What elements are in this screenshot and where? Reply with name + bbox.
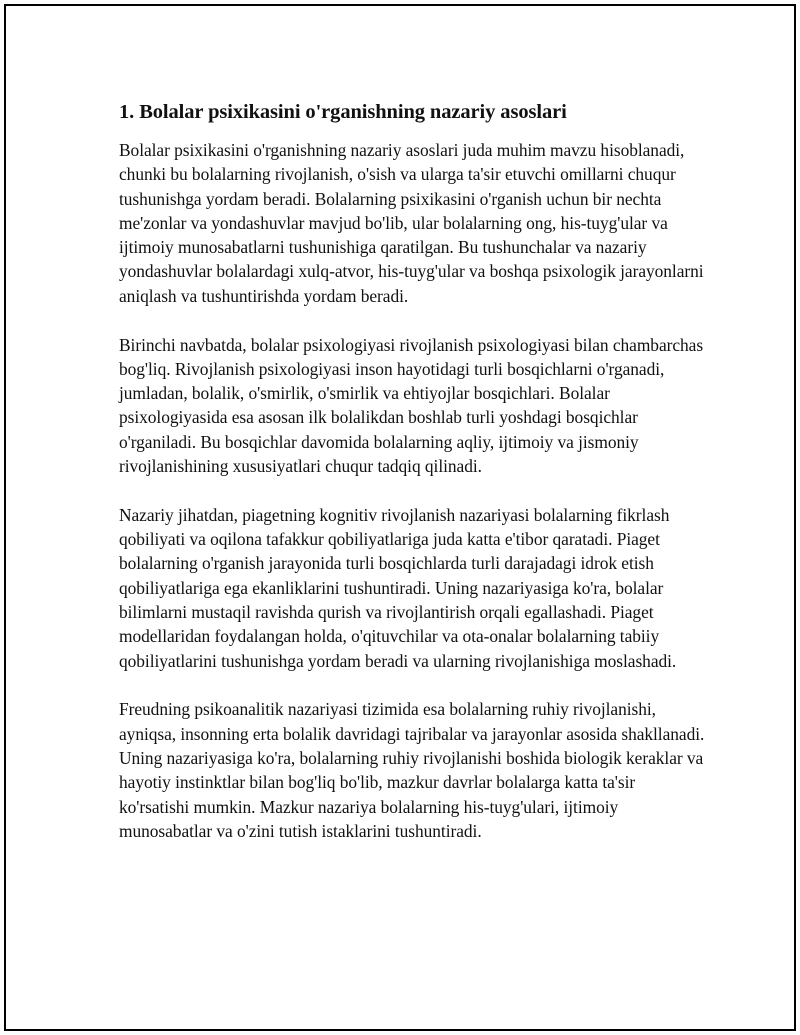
- paragraph-2: Birinchi navbatda, bolalar psixologiyasi rivojlanish psixologiyasi bilan chambarchas bog'liq. Rivojlanish psixologiyasi inson hayotidagi turli bosqichlarni o'rganadi, jumladan, bolalik, o'smirlik, o'smirlik va ehtiyojlar bosqichlari. Bolalar psixologiyasida esa asosan ilk bolalikdan boshlab turli yoshdagi bosqichlar o'rganiladi. Bu bosqichlar davomida bolalarning aqliy, ijtimoiy va jismoniy rivojlanishining xususiyatlari chuqur tadqiq qilinadi.: [119, 334, 704, 477]
- paragraph-1: Bolalar psixikasini o'rganishning nazariy asoslari juda muhim mavzu hisoblanadi, chunki bu bolalarning rivojlanish, o'sish va ularga ta'sir etuvchi omillarni chuqur tushunishga yordam beradi. Bolalarning psixikasini o'rganish uchun bir nechta me'zonlar va yondashuvlar mavjud bo'lib, ular bolalarning ong, his-tuyg'ular va ijtimoiy munosabatlarni tushunishiga qaratilgan. Bu tushunchalar va nazariy yondashuvlar bolalardagi xulq-atvor, his-tuyg'ular va boshqa psixologik jarayonlarni aniqlash va tushuntirishda yordam beradi.: [119, 140, 704, 306]
- paragraph-4: Freudning psikoanalitik nazariyasi tizimida esa bolalarning ruhiy rivojlanishi, ayniqsa, insonning erta bolalik davridagi tajribalar va jarayonlar asosida shakllanadi. Uning nazariyasiga ko'ra, bolalarning ruhiy rivojlanishi boshida biologik keraklar va hayotiy instinktlar bilan bog'liq bo'lib, mazkur davrlar bolalarga katta ta'sir ko'rsatishi mumkin. Mazkur nazariya bolalarning his-tuyg'ulari, ijtimoiy munosabatlar va o'zini tutish istaklarini tushuntiradi.: [119, 699, 705, 841]
- document-body: [119, 98, 709, 868]
- paragraph-3: Nazariy jihatdan, piagetning kognitiv rivojlanish nazariyasi bolalarning fikrlash qobiliyati va oqilona tafakkur qobiliyatlariga juda katta e'tibor qaratadi. Piaget bolalarning o'rganish jarayonida turli bosqichlarda turli darajadagi idrok etish qobiliyatlariga ega ekanliklarini tushuntiradi. Uning nazariyasiga ko'ra, bolalar bilimlarni mustaqil ravishda qurish va rivojlantirish orqali egallashadi. Piaget modellaridan foydalangan holda, o'qituvchilar va ota-onalar bolalarning tabiiy qobiliyatlarini tushunishga yordam beradi va ularning rivojlanishiga moslashadi.: [119, 504, 677, 671]
- section-heading: 1. Bolalar psixikasini o'rganishning nazariy asoslari: [119, 101, 567, 123]
- page-frame: [4, 4, 796, 1031]
